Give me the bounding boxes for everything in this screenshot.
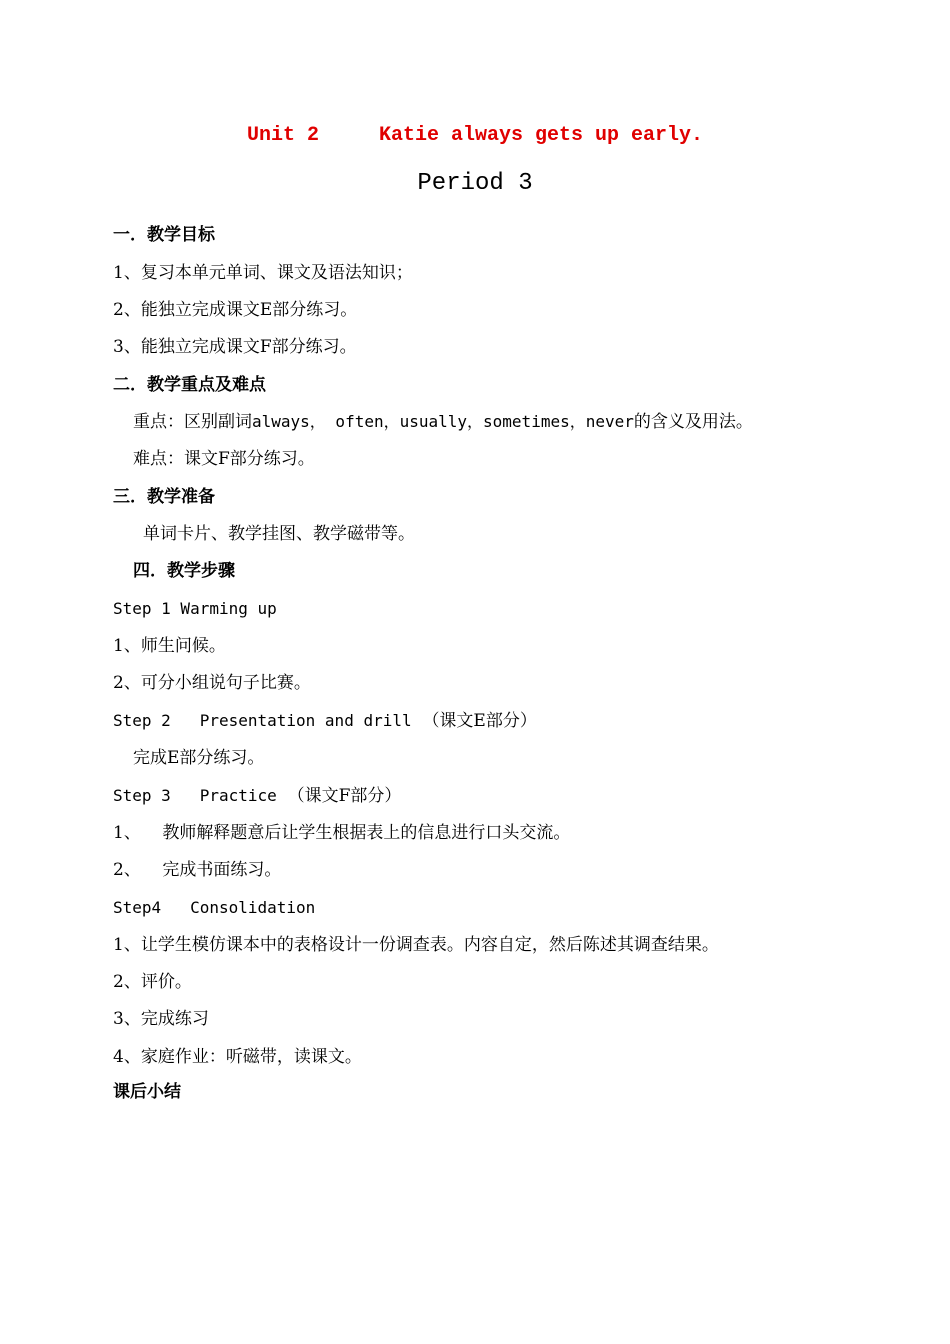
step2-heading — [113, 709, 537, 733]
step4-item: 3、完成练习 — [113, 1009, 209, 1029]
step1-item: 2、可分小组说句子比赛。 — [113, 673, 311, 693]
difficulty-line: 难点：课文F部分练习。 — [133, 449, 315, 469]
lesson-title: Katie always gets up early. — [378, 124, 704, 147]
step1-heading: Step 1 Warming up — [113, 599, 277, 618]
focus-text: 区别副词 — [184, 412, 252, 432]
section-heading-preparation: 三．教学准备 — [113, 487, 215, 507]
focus-words: always， often，usually，sometimes，never — [252, 412, 634, 431]
step3-item: 1、 教师解释题意后让学生根据表上的信息进行口头交流。 — [113, 823, 571, 843]
step3-heading — [113, 784, 401, 808]
objective-item: 2、能独立完成课文E部分练习。 — [113, 300, 358, 320]
section-heading-summary: 课后小结 — [113, 1082, 181, 1102]
objective-item: 3、能独立完成课文F部分练习。 — [113, 337, 357, 357]
section-heading-objectives: 一．教学目标 — [113, 225, 215, 245]
step1-item: 1、师生问候。 — [113, 636, 226, 656]
unit-label: Unit 2 — [246, 124, 319, 147]
preparation-text: 单词卡片、教学挂图、教学磁带等。 — [143, 524, 415, 544]
step4-heading: Step4 Consolidation — [113, 898, 316, 917]
step3-note: （课文F部分） — [287, 786, 402, 806]
step4-item: 4、家庭作业：听磁带，读课文。 — [113, 1047, 362, 1067]
focus-text-post: 的含义及用法。 — [633, 412, 753, 432]
step3-title: Step 3 Practice — [113, 786, 277, 805]
focus-line — [133, 410, 753, 434]
step4-item: 1、让学生模仿课本中的表格设计一份调查表。内容自定，然后陈述其调查结果。 — [113, 935, 719, 955]
focus-label: 重点： — [133, 412, 184, 432]
step2-note: （课文E部分） — [422, 711, 537, 731]
unit-title — [0, 124, 950, 147]
step2-title: Step 2 Presentation and drill — [113, 711, 412, 730]
step4-item: 2、评价。 — [113, 972, 192, 992]
section-heading-key-points: 二．教学重点及难点 — [113, 375, 266, 395]
objective-item: 1、复习本单元单词、课文及语法知识； — [113, 263, 413, 283]
period-title: Period 3 — [417, 170, 533, 197]
step3-item: 2、 完成书面练习。 — [113, 860, 282, 880]
section-heading-steps: 四．教学步骤 — [133, 561, 235, 581]
step2-item: 完成E部分练习。 — [133, 748, 265, 768]
